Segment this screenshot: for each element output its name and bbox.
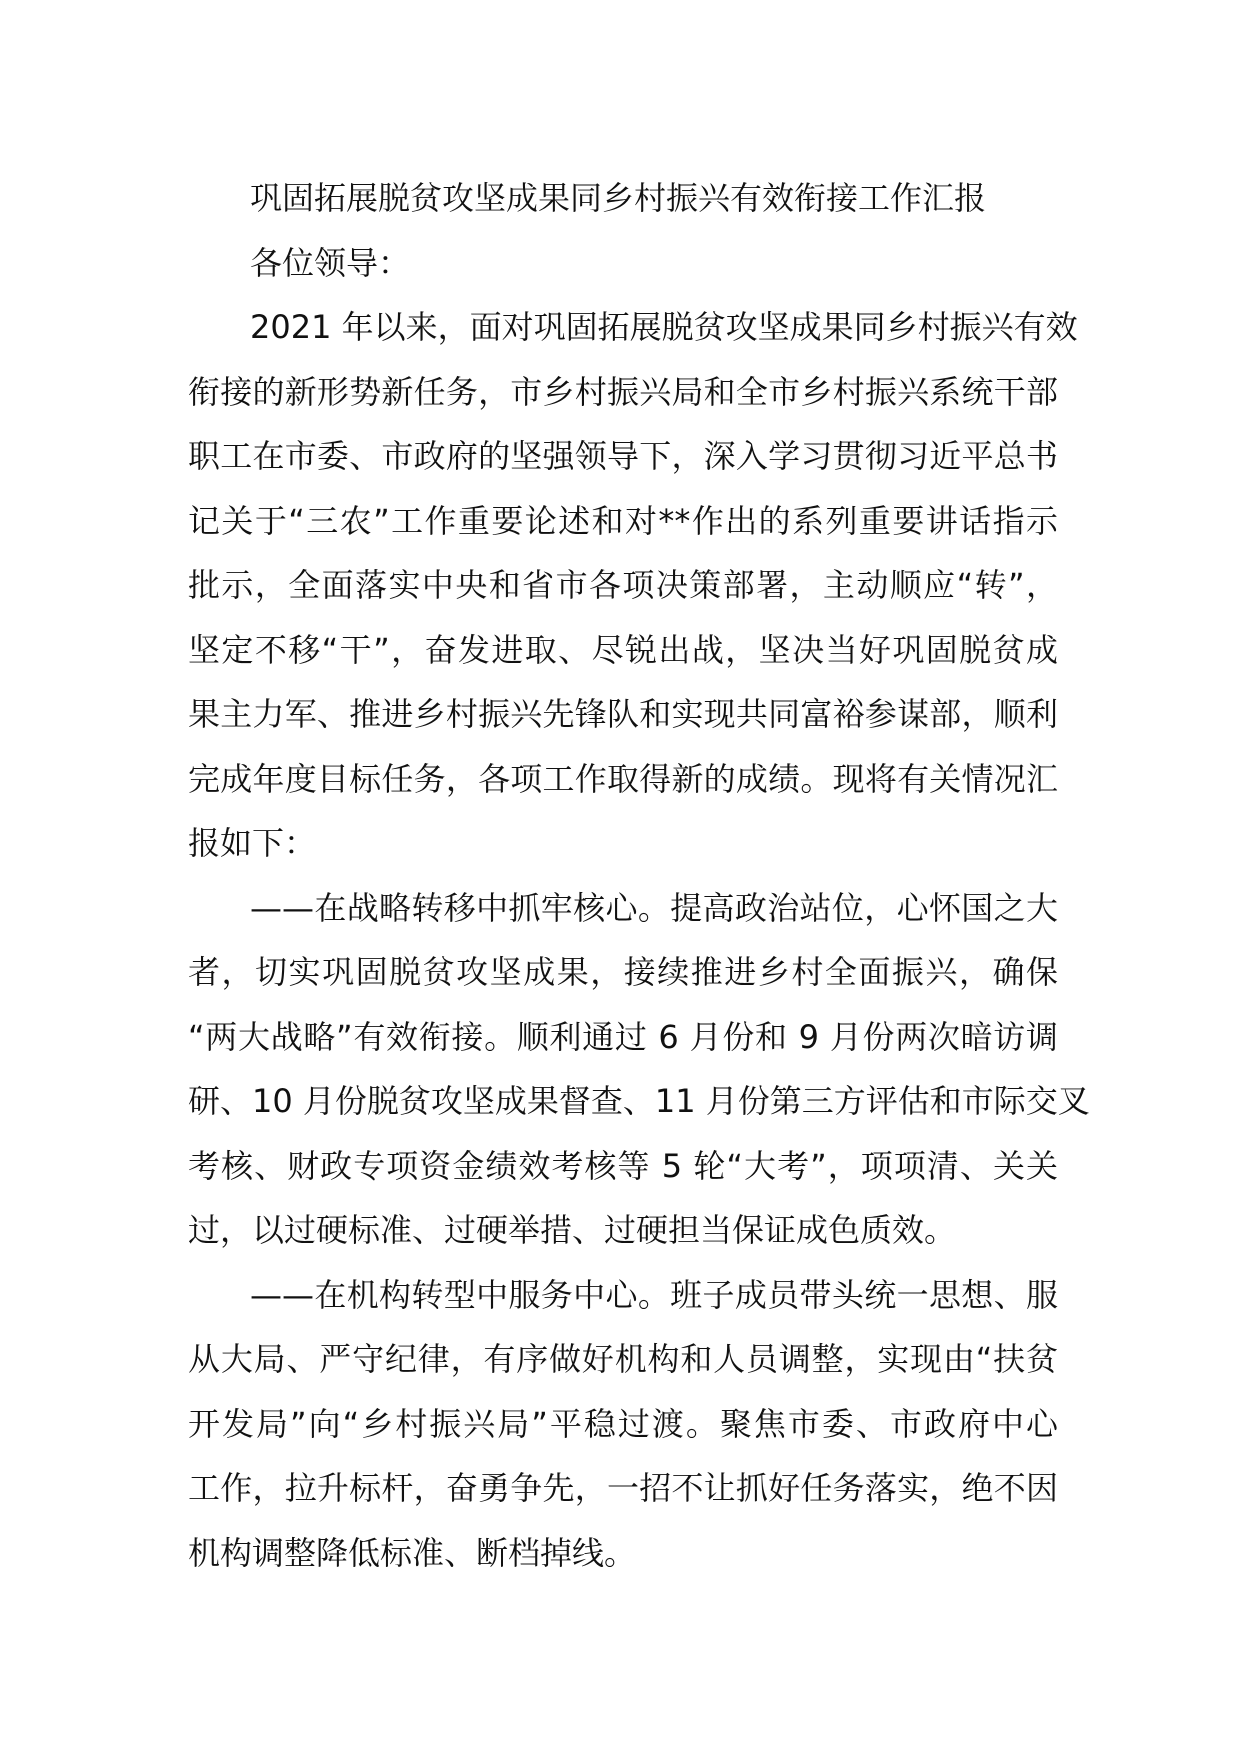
paragraph-line: 报如下：	[188, 824, 317, 862]
paragraph-line: 者，切实巩固脱贫攻坚成果，接续推进乡村全面振兴，确保	[188, 953, 1058, 991]
paragraph-line: ——在机构转型中服务中心。班子成员带头统一思想、服	[250, 1275, 1058, 1314]
salutation: 各位领导：	[250, 243, 411, 282]
paragraph-line: 批示，全面落实中央和省市各项决策部署，主动顺应“转”，	[188, 566, 1058, 604]
paragraph-line: 衔接的新形势新任务，市乡村振兴局和全市乡村振兴系统干部	[188, 372, 1058, 411]
paragraph-line: 从大局、严守纪律，有序做好机构和人员调整，实现由“扶贫	[188, 1340, 1058, 1378]
paragraph-line: 完成年度目标任务，各项工作取得新的成绩。现将有关情况汇	[188, 759, 1058, 798]
paragraph-intro	[188, 295, 1078, 876]
paragraph-line: 坚定不移“干”，奋发进取、尽锐出战，坚决当好巩固脱贫成	[188, 630, 1058, 669]
paragraph-line: 机构调整降低标准、断档掉线。	[188, 1533, 637, 1572]
paragraph-line: 研、10 月份脱贫攻坚成果督查、11 月份第三方评估和市际交叉	[188, 1082, 1090, 1120]
paragraph-line: 过，以过硬标准、过硬举措、过硬担当保证成色质效。	[188, 1211, 957, 1249]
paragraph-line: 考核、财政专项资金绩效考核等 5 轮“大考”，项项清、关关	[188, 1146, 1058, 1185]
paragraph-line: 开发局”向“乡村振兴局”平稳过渡。聚焦市委、市政府中心	[188, 1404, 1058, 1443]
document-title: 巩固拓展脱贫攻坚成果同乡村振兴有效衔接工作汇报	[250, 179, 987, 217]
paragraph-line: 工作，拉升标杆，奋勇争先，一招不让抓好任务落实，绝不因	[188, 1469, 1058, 1507]
paragraph-line: 果主力军、推进乡村振兴先锋队和实现共同富裕参谋部，顺利	[188, 695, 1058, 733]
paragraph-line: ——在战略转移中抓牢核心。提高政治站位，心怀国之大	[250, 888, 1058, 927]
paragraph-line: 记关于“三农”工作重要论述和对**作出的系列重要讲话指示	[188, 501, 1058, 540]
paragraph-line: 职工在市委、市政府的坚强领导下，深入学习贯彻习近平总书	[188, 437, 1058, 475]
paragraph-strategy	[188, 876, 1090, 1263]
paragraph-line: “两大战略”有效衔接。顺利通过 6 月份和 9 月份两次暗访调	[188, 1017, 1058, 1056]
document-body	[188, 166, 1090, 1585]
paragraph-institution	[188, 1263, 1058, 1586]
paragraph-line: 2021 年以来，面对巩固拓展脱贫攻坚成果同乡村振兴有效	[250, 308, 1078, 346]
